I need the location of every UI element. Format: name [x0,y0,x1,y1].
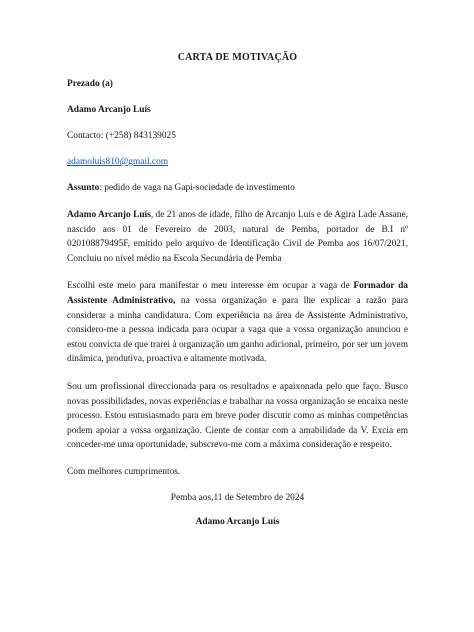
motivation-paragraph: Sou um profissional direccionada para os resultados e apaixonada pelo que faço. Busco novas possibilidades, novas experiências e trabalhar na vossa organização se encaixa neste processo. Estou entusiasmado para em breve poder discutir como as minhas competências podem apoiar a vossa organização. Ciente de contar com a amabilidade da V. Excia em conceder-me uma oportunidade, subscrevo-me com a máxima consideração e respeito. [67,381,408,451]
subject-text: : pedido de vaga na Gapi-sociedade de investimento [99,183,295,193]
letter-title: CARTA DE MOTIVAÇÃO [177,52,298,63]
contact-line: Contacto: (+258) 843139025 [67,131,176,141]
subject-label: Assunto [67,183,100,193]
email-link[interactable]: adamoluis810@gmail.com [67,157,169,167]
interest-paragraph [67,279,408,367]
email-line [67,156,408,168]
interest-role: Formador da Assistente Administrativo, [67,281,408,306]
intro-text: , de 21 anos de idade, filho de Arcanjo Luís e de Agira Lade Assane, nascido aos 01 de Fevereiro de 2003, natural de Pemba, portador de B.I nº 020108879495F, emitido pelo arquivo de Identificação Civil de Pemba aos 16/07/2021, Concluiu no nível médio na Escola Secundária de Pemba [67,210,408,264]
letter-page [67,52,408,528]
signature: Adamo Arcanjo Luís [195,516,280,527]
sender-name: Adamo Arcanjo Luís [67,105,151,115]
closing-line: Com melhores cumprimentos. [67,466,181,477]
place-date: Pemba aos,11 de Setembro de 2024 [170,492,305,503]
subject-line [67,182,408,194]
interest-end: na vossa organização e para lhe explicar a razão para considerar a minha candidatura. Com experiência na área de Assistente Administrativo, considero-me a pessoa indicada para ocupar a vaga que a vossa organização anunciou e estou convicta de que trarei à organização um ganho adicional, primeiro, por ser um jovem dinâmica, produtiva, proactiva e altamente motivada. [67,295,408,365]
intro-name: Adamo Arcanjo Luís [67,210,151,220]
interest-start: Escolhi este meio para manifestar o meu interesse em ocupar a vaga de [67,281,354,292]
intro-paragraph [67,208,408,266]
greeting: Prezado (a) [67,79,113,89]
